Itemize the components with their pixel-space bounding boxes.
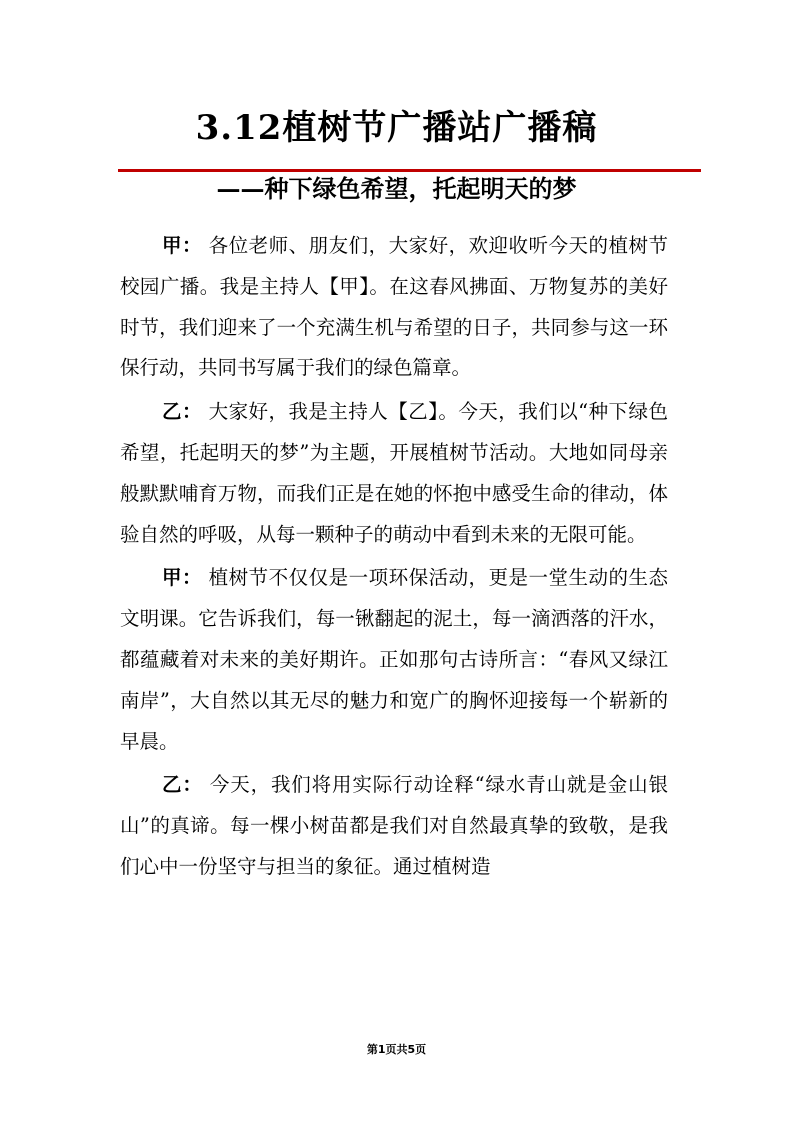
paragraph-4 [120,765,668,887]
speaker-label-1: 甲： [162,234,202,257]
document-title: 3.12植树节广播站广播稿 [195,108,598,148]
speaker-label-2: 乙： [162,400,202,424]
paragraph-text-3: 植树节不仅仅是一项环保活动，更是一堂生动的生态文明课。它告诉我们，每一锹翻起的泥土，每一滴洒落的汗水，都蕴藏着对未来的美好期许。正如那句古诗所言：“春风又绿江南岸”，大自然以其无尽的魅力和宽广的胸怀迎接每一个崭新的早晨。 [120,566,668,753]
document-body [120,226,668,891]
paragraph-2 [120,392,668,555]
paragraph-1 [120,226,668,389]
paragraph-text-4: 今天，我们将用实际行动诠释“绿水青山就是金山银山”的真谛。每一棵小树苗都是我们对自然最真挚的致敬，是我们心中一份坚守与担当的象征。通过植树造 [120,773,668,878]
paragraph-3 [120,558,668,762]
page-number-footer: 第1页共5页 [366,1043,427,1056]
document-subtitle: ——种下绿色希望，托起明天的梦 [216,174,577,203]
paragraph-text-1: 各位老师、朋友们，大家好，欢迎收听今天的植树节校园广播。我是主持人【甲】。在这春风拂面、万物复苏的美好时节，我们迎来了一个充满生机与希望的日子，共同参与这一环保行动，共同书写属于我们的绿色篇章。 [120,234,668,380]
speaker-label-4: 乙： [162,773,203,797]
speaker-label-3: 甲： [162,566,202,590]
paragraph-text-2: 大家好，我是主持人【乙】。今天，我们以“种下绿色希望，托起明天的梦”为主题，开展植树节活动。大地如同母亲般默默哺育万物，而我们正是在她的怀抱中感受生命的律动，体验自然的呼吸，从每一颗种子的萌动中看到未来的无限可能。 [120,400,668,546]
